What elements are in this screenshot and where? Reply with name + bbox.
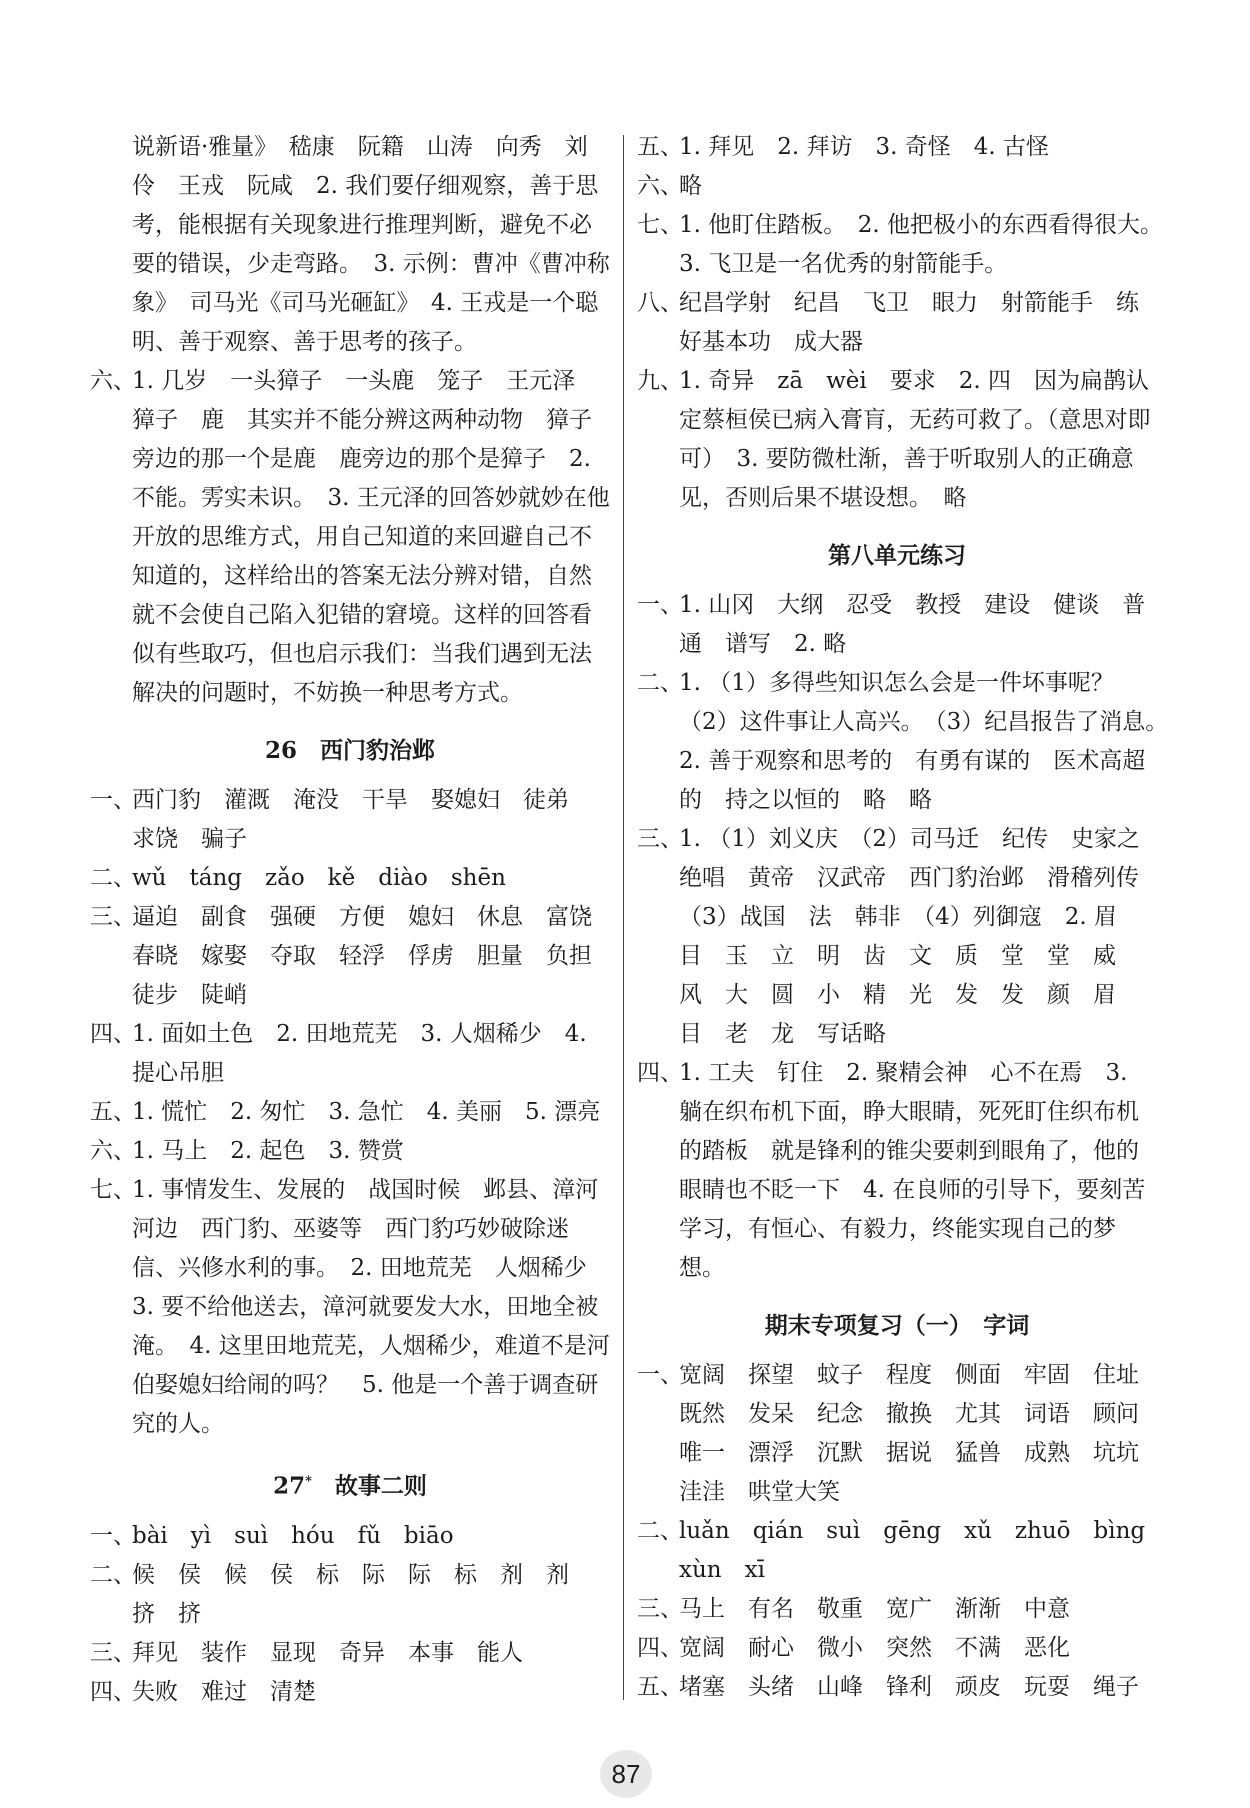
item-text: 略 <box>679 173 702 199</box>
item-number: 四、 <box>90 1021 136 1047</box>
item-text: 1. 慌忙 2. 匆忙 3. 急忙 4. 美丽 5. 漂亮 <box>132 1099 601 1125</box>
item-text: 1. 马上 2. 起色 3. 赞赏 <box>132 1138 404 1164</box>
answer-item <box>637 167 1157 206</box>
item-text: 1. 他盯住踏板。 2. 他把极小的东西看得很大。 3. 飞卫是一名优秀的射箭能手。 <box>679 212 1175 277</box>
answer-item <box>637 1668 1157 1707</box>
item-number: 二、 <box>637 1518 683 1544</box>
item-text: 宽阔 探望 蚊子 程度 侧面 牢固 住址 既然 发呆 纪念 撤换 尤其 词语 顾问 唯一 漂浮 沉默 据说 猛兽 成熟 坑坑洼洼 哄堂大笑 <box>679 1362 1162 1505</box>
item-number: 一、 <box>637 1362 683 1388</box>
answer-item <box>90 1015 610 1093</box>
answer-continuation <box>90 128 610 362</box>
section-heading-text: 期末专项复习（一） 字词 <box>764 1312 1030 1339</box>
item-number: 四、 <box>637 1635 683 1661</box>
item-text: 1. 面如土色 2. 田地荒芜 3. 人烟稀少 4. 提心吊胆 <box>132 1021 587 1086</box>
answer-item <box>637 1512 1169 1590</box>
item-number: 二、 <box>637 670 683 696</box>
item-text: 纪昌学射 纪昌 飞卫 眼力 射箭能手 练好基本功 成大器 <box>679 290 1139 355</box>
item-text: 1. （1）多得些知识怎么会是一件坏事呢？（2）这件事让人高兴。 （3）纪昌报告了消息。 2. 善于观察和思考的 有勇有谋的 医术高超的 持之以恒的 略 略 <box>679 670 1180 813</box>
right-column <box>637 128 1180 1707</box>
item-number: 六、 <box>90 1138 136 1164</box>
item-text: 失败 难过 清楚 <box>132 1678 316 1705</box>
item-number: 二、 <box>90 865 136 891</box>
section-heading <box>637 536 1157 576</box>
item-text: 说新语·雅量》 嵇康 阮籍 山涛 向秀 刘伶 王戎 阮咸 2. 我们要仔细观察，善于思考，能根据有关现象进行推理判断，避免不必要的错误，少走弯路。 3. 示例：曹冲《曹冲称象》 司马光《司马光砸缸》 4. 王戎是一个聪明、善于观察、善于思考的孩子。 <box>132 134 610 355</box>
answer-item <box>90 898 615 1015</box>
section-heading <box>90 1462 610 1507</box>
column-divider <box>623 135 624 1700</box>
answer-item <box>637 284 1157 362</box>
section-heading-title: 故事二则 <box>311 1472 427 1500</box>
item-text: 1. 事情发生、发展的 战国时候 邺县、漳河河边 西门豹、巫婆等 西门豹巧妙破除迷信、兴修水利的事。 2. 田地荒芜 人烟稀少 3. 要不给他送去，漳河就要发大水，田地全被淹。 4. 这里田地荒芜，人烟稀少，难道不是河伯娶媳妇给闹的吗？ 5. 他是一个善于调查研究的人。 <box>132 1177 610 1437</box>
item-number: 五、 <box>637 134 683 160</box>
answer-item <box>637 128 1157 167</box>
optional-mark: * <box>305 1474 312 1489</box>
item-text: 1. 几岁 一头獐子 一头鹿 笼子 王元泽 獐子 鹿 其实并不能分辨这两种动物 獐子旁边的那一个是鹿 鹿旁边的那个是獐子 2. 不能。雱实未识。 3. 王元泽的回答妙就妙在他开放的思维方式，用自己知道的来回避自己不知道的，这样给出的答案无法分辨对错，自然就不会使自己陷入犯错的窘境。这样的回答看似有些取巧，但也启示我们：当我们遇到无法解决的问题时，不妨换一种思考方式。 <box>132 368 610 706</box>
item-number: 七、 <box>90 1177 136 1203</box>
item-text: 拜见 装作 显现 奇异 本事 能人 <box>132 1639 523 1666</box>
item-number: 八、 <box>637 290 683 316</box>
item-text: luǎn qián suì gēng xǔ zhuō bìng xùn xī <box>679 1518 1169 1583</box>
section-heading-text: 27 <box>273 1472 306 1500</box>
item-number: 三、 <box>90 904 136 930</box>
answer-item <box>637 1590 1157 1629</box>
answer-item <box>90 1634 610 1673</box>
answer-item <box>637 586 1157 664</box>
answer-item <box>90 1171 610 1444</box>
item-number: 三、 <box>637 1596 683 1622</box>
item-text: 1. 山冈 大纲 忍受 教授 建设 健谈 普通 谱写 2. 略 <box>679 592 1146 657</box>
item-number: 一、 <box>637 592 683 618</box>
item-number: 四、 <box>90 1678 136 1705</box>
answer-item <box>90 1673 610 1712</box>
answer-item <box>637 362 1157 518</box>
item-text: 1. 奇异 zā wèi 要求 2. 四 因为扁鹊认定蔡桓侯已病入膏肓，无药可救了。（意思对即可） 3. 要防微杜渐，善于听取别人的正确意见，否则后果不堪设想。 略 <box>679 368 1151 511</box>
item-text: 马上 有名 敬重 宽广 渐渐 中意 <box>679 1596 1070 1622</box>
item-number: 七、 <box>637 212 683 238</box>
answer-item <box>90 362 610 713</box>
answer-item <box>637 1629 1157 1668</box>
item-text: 宽阔 耐心 微小 突然 不满 恶化 <box>679 1635 1070 1661</box>
item-number: 三、 <box>90 1639 136 1666</box>
page-number: 87 <box>600 1750 652 1798</box>
item-text: 1. （1）刘义庆 （2）司马迁 纪传 史家之绝唱 黄帝 汉武帝 西门豹治邺 滑稽列传 （3）战国 法 韩非 （4）列御寇 2. 眉 目 玉 立 明 齿 文 质 堂 堂 威 风 大 圆 小 精 光 发 发 颜 眉 目 老 龙 写话略 <box>679 826 1162 1047</box>
item-number: 九、 <box>637 368 683 394</box>
item-number: 二、 <box>90 1561 136 1588</box>
answer-item <box>90 1132 610 1171</box>
item-number: 一、 <box>90 787 136 813</box>
answer-item <box>90 781 610 859</box>
answer-item <box>90 1556 610 1634</box>
item-text: 堵塞 头绪 山峰 锋利 顽皮 玩耍 绳子 <box>679 1674 1139 1700</box>
answer-item <box>637 206 1175 284</box>
section-heading <box>90 731 610 771</box>
item-text: 候 侯 候 侯 标 际 际 标 剂 剂 挤 挤 <box>132 1561 592 1627</box>
item-text: 1. 工夫 钉住 2. 聚精会神 心不在焉 3. 躺在织布机下面，睁大眼睛，死死盯住织布机的踏板 就是锋利的锥尖要刺到眼角了，他的眼睛也不眨一下 4. 在良师的引导下，要刻苦学习，有恒心、有毅力，终能实现自己的梦想。 <box>679 1060 1146 1281</box>
item-text: 西门豹 灌溉 淹没 干旱 娶媳妇 徒弟 求饶 骗子 <box>132 787 592 852</box>
answer-item <box>637 1054 1157 1288</box>
answer-item <box>90 859 610 898</box>
answer-item <box>637 1356 1162 1512</box>
answer-item <box>90 1517 610 1556</box>
section-heading-text: 第八单元练习 <box>828 542 966 569</box>
item-number: 五、 <box>637 1674 683 1700</box>
item-number: 六、 <box>637 173 683 199</box>
section-heading-text: 26 西门豹治邺 <box>264 737 435 764</box>
item-number: 四、 <box>637 1060 683 1086</box>
item-number: 三、 <box>637 826 683 852</box>
item-number: 一、 <box>90 1522 136 1549</box>
left-column <box>90 128 615 1712</box>
item-text: 逼迫 副食 强硬 方便 媳妇 休息 富饶 春晓 嫁娶 夺取 轻浮 俘虏 胆量 负担 徒步 陡峭 <box>132 904 615 1008</box>
section-heading <box>637 1306 1157 1346</box>
answer-item <box>90 1093 610 1132</box>
item-number: 五、 <box>90 1099 136 1125</box>
answer-item <box>637 664 1180 820</box>
item-text: bài yì suì hóu fǔ biāo <box>132 1522 454 1549</box>
item-number: 六、 <box>90 368 136 394</box>
item-text: 1. 拜见 2. 拜访 3. 奇怪 4. 古怪 <box>679 134 1050 160</box>
item-text: wǔ táng zǎo kě diào shēn <box>132 865 506 891</box>
answer-item <box>637 820 1162 1054</box>
